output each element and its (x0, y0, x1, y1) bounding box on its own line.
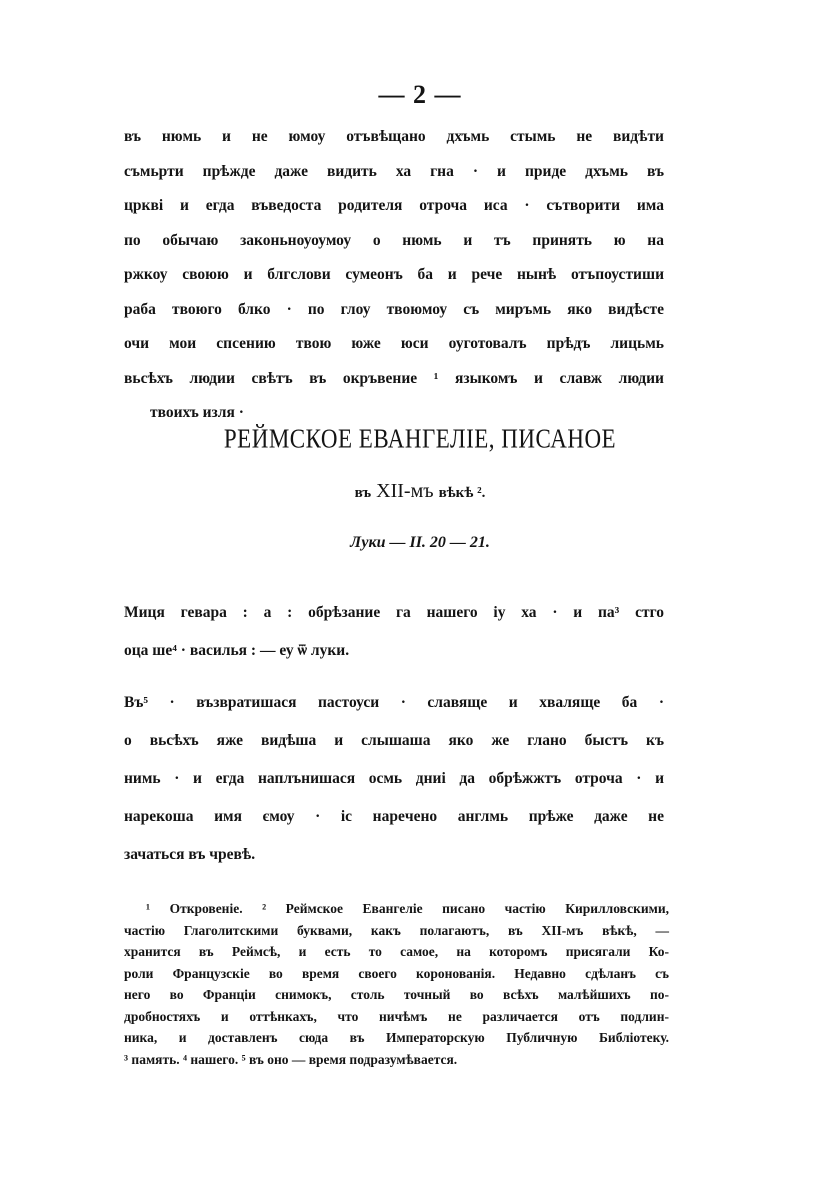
footnote-line: частію Глаголитскими буквами, какъ полагаютъ, въ XII-мъ вѣкѣ, — (124, 922, 669, 938)
text-line: Миця гевара : а : обрѣзание га нашего іу ха · и па³ стго (124, 604, 664, 621)
text-line: нимь · и егда наплънишася осмь дниi да обрѣжжтъ отроча · и (124, 770, 664, 787)
text-line: очи мои спсению твою юже юси оуготовалъ прѣдъ лицьмь (124, 335, 664, 352)
text-line: нарекоша имя ємоу · іс нарeчено англмь прѣже даже не (124, 808, 664, 825)
text-line: цркві и егда въведоста родителя отроча иса · сътворити има (124, 197, 664, 214)
text-line: зачаться въ чревѣ. (124, 846, 256, 863)
text-line: по обычаю законьноуоумоу о нюмь и тъ принять ю на (124, 231, 664, 249)
text-line: о вьсѣхъ яже видѣша и слышаша яко же глано быстъ къ (124, 732, 664, 749)
page-number: — 2 — (378, 80, 462, 109)
text-line: ржкоу своюю и блгслови сумеонъ ба и рече нынѣ отъпоустиши (124, 266, 664, 283)
footnote-line: ¹ Откровеніе. ² Реймское Евангеліе писано частію Кирилловскими, (146, 901, 669, 916)
church-slavonic-passage (124, 120, 664, 431)
footnotes (124, 898, 669, 1070)
text-line: раба твоюго блко · по глоу твоюмоу съ миръмь яко видѣсте (124, 300, 664, 318)
gospel-passage (124, 594, 664, 874)
paragraph-gap (124, 670, 664, 684)
footnote-line: дробностяхъ и оттѣнкахъ, что ничѣмъ не различается отъ подлин- (124, 1008, 669, 1024)
text-line: въ нюмь и не юмоу отъвѣщано дхъмь стымь не видѣти (124, 128, 664, 145)
text-line: съмьрти прѣжде даже видить ха гна · и приде дхъмь въ (124, 162, 664, 180)
section-heading: РЕЙМСКОЕ ЕВАНГЕЛІЕ, ПИСАНОЕ (223, 424, 617, 454)
subheading-century: XII-мъ (376, 480, 434, 502)
subheading-suffix: вѣкѣ ². (438, 485, 486, 501)
section-subheading (0, 480, 840, 503)
footnote-line: роли Французскіе во время своего коронованія. Недавно сдѣланъ съ (124, 965, 669, 981)
footnote-line: хранится въ Реймсѣ, и есть то самое, на которомъ присягали Ко- (124, 944, 669, 959)
text-line: Въ⁵ · възвратишася пастоуси · славяще и хваляще ба · (124, 694, 664, 711)
footnote-line: ³ память. ⁴ нашего. ⁵ въ оно — время подразумѣвается. (124, 1051, 458, 1067)
subheading-prefix: въ (354, 485, 372, 501)
reading-reference: Луки — II. 20 — 21. (350, 534, 490, 551)
text-line: твоихъ изля · (150, 404, 244, 421)
text-line: вьсѣхъ людии свѣтъ въ окръвение ¹ языкомъ и славж людии (124, 369, 664, 387)
footnote-line: него во Франціи снимокъ, столь точный во всѣхъ малѣйшихъ по- (124, 987, 669, 1002)
footnote-line: ника, и доставленъ сюда въ Императорскую Публичную Библіотеку. (124, 1030, 669, 1045)
text-line: оца ше⁴ · василья : — еу ѿ луки. (124, 642, 350, 659)
